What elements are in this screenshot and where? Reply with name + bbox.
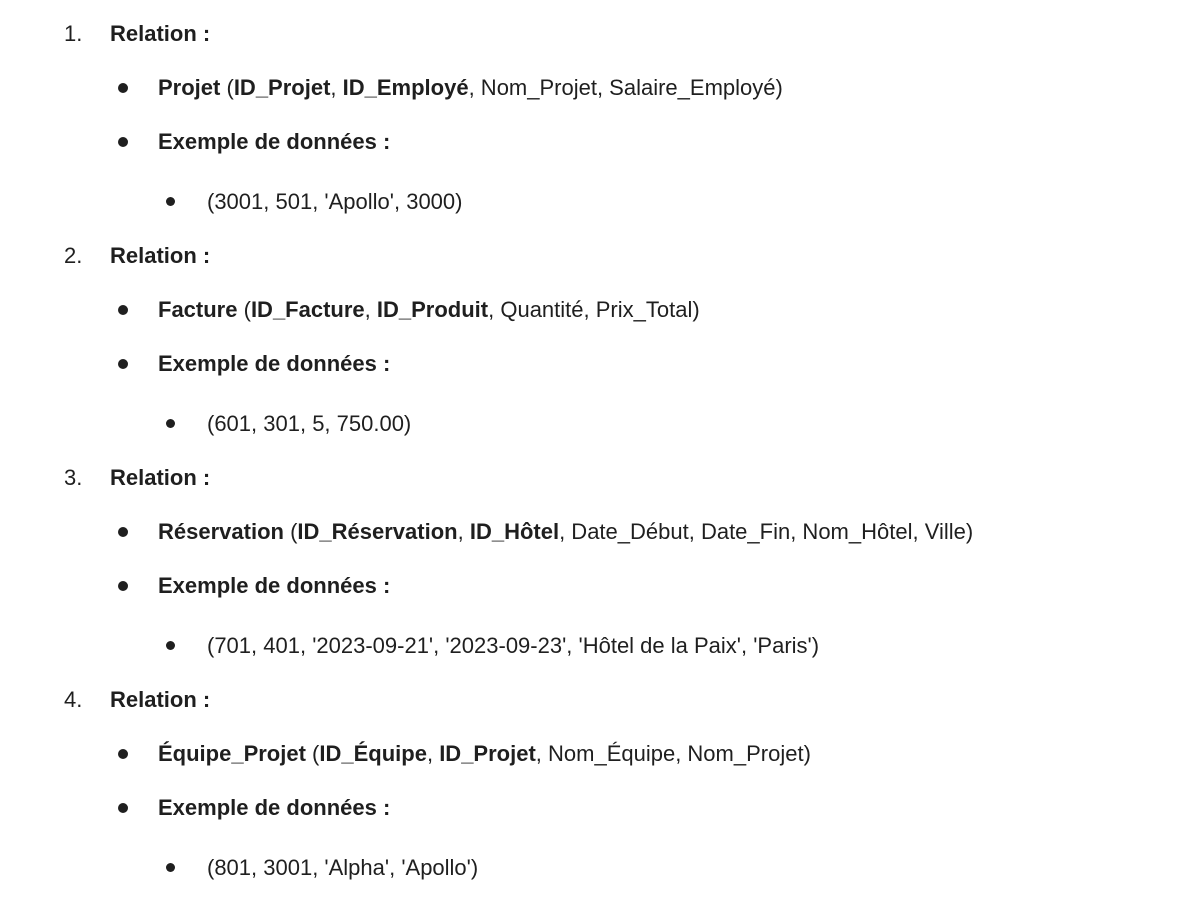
bullet-icon — [166, 641, 175, 650]
bullet-icon — [118, 137, 128, 147]
example-label: Exemple de données : — [158, 351, 391, 376]
primary-key: ID_Projet — [439, 741, 536, 766]
primary-key: ID_Produit — [376, 297, 489, 322]
list-number: 2. — [64, 243, 83, 268]
bullet-icon — [118, 305, 128, 315]
example-tuple: (601, 301, 5, 750.00) — [207, 411, 412, 436]
schema-attributes: , Quantité, Prix_Total) — [488, 297, 700, 322]
schema-separator: , — [426, 741, 440, 766]
schema-open: ( — [237, 297, 251, 322]
bullet-icon — [118, 83, 128, 93]
example-label: Exemple de données : — [158, 573, 391, 598]
schema-separator: , — [330, 75, 343, 100]
primary-key: ID_Facture — [250, 297, 365, 322]
entity-name: Facture — [158, 297, 238, 322]
schema-open: ( — [220, 75, 234, 100]
example-label: Exemple de données : — [158, 795, 391, 820]
list-number: 4. — [64, 687, 83, 712]
primary-key: ID_Hôtel — [469, 519, 560, 544]
example-tuple: (701, 401, '2023-09-21', '2023-09-23', 'Hôtel de la Paix', 'Paris') — [207, 633, 820, 658]
list-number: 3. — [64, 465, 83, 490]
schema-attributes: , Date_Début, Date_Fin, Nom_Hôtel, Ville) — [559, 519, 974, 544]
example-label: Exemple de données : — [158, 129, 391, 154]
relation-schema — [158, 739, 811, 769]
bullet-icon — [166, 419, 175, 428]
relation-heading: Relation : — [110, 21, 211, 46]
primary-key: ID_Projet — [233, 75, 331, 100]
primary-key: ID_Réservation — [297, 519, 458, 544]
relation-item — [0, 241, 1190, 463]
bullet-icon — [118, 359, 128, 369]
relation-schema — [158, 517, 973, 547]
list-number: 1. — [64, 21, 83, 46]
bullet-icon — [118, 749, 128, 759]
relation-schema — [158, 73, 783, 103]
example-tuple: (3001, 501, 'Apollo', 3000) — [207, 189, 463, 214]
relation-heading: Relation : — [110, 243, 211, 268]
entity-name: Équipe_Projet — [158, 741, 306, 766]
schema-attributes: , Nom_Équipe, Nom_Projet) — [535, 741, 811, 766]
bullet-icon — [118, 581, 128, 591]
schema-attributes: , Nom_Projet, Salaire_Employé) — [468, 75, 783, 100]
relation-item — [0, 19, 1190, 241]
bullet-icon — [118, 803, 128, 813]
primary-key: ID_Équipe — [319, 741, 427, 766]
primary-key: ID_Employé — [342, 75, 469, 100]
schema-open: ( — [283, 519, 298, 544]
schema-separator: , — [364, 297, 377, 322]
bullet-icon — [118, 527, 128, 537]
relation-schema — [158, 295, 700, 325]
relation-item — [0, 685, 1190, 907]
relation-heading: Relation : — [110, 465, 211, 490]
bullet-icon — [166, 197, 175, 206]
relation-item — [0, 463, 1190, 685]
bullet-icon — [166, 863, 175, 872]
relation-heading: Relation : — [110, 687, 211, 712]
schema-separator: , — [457, 519, 470, 544]
example-tuple: (801, 3001, 'Alpha', 'Apollo') — [207, 855, 479, 880]
entity-name: Projet — [158, 75, 221, 100]
schema-open: ( — [305, 741, 320, 766]
entity-name: Réservation — [158, 519, 284, 544]
